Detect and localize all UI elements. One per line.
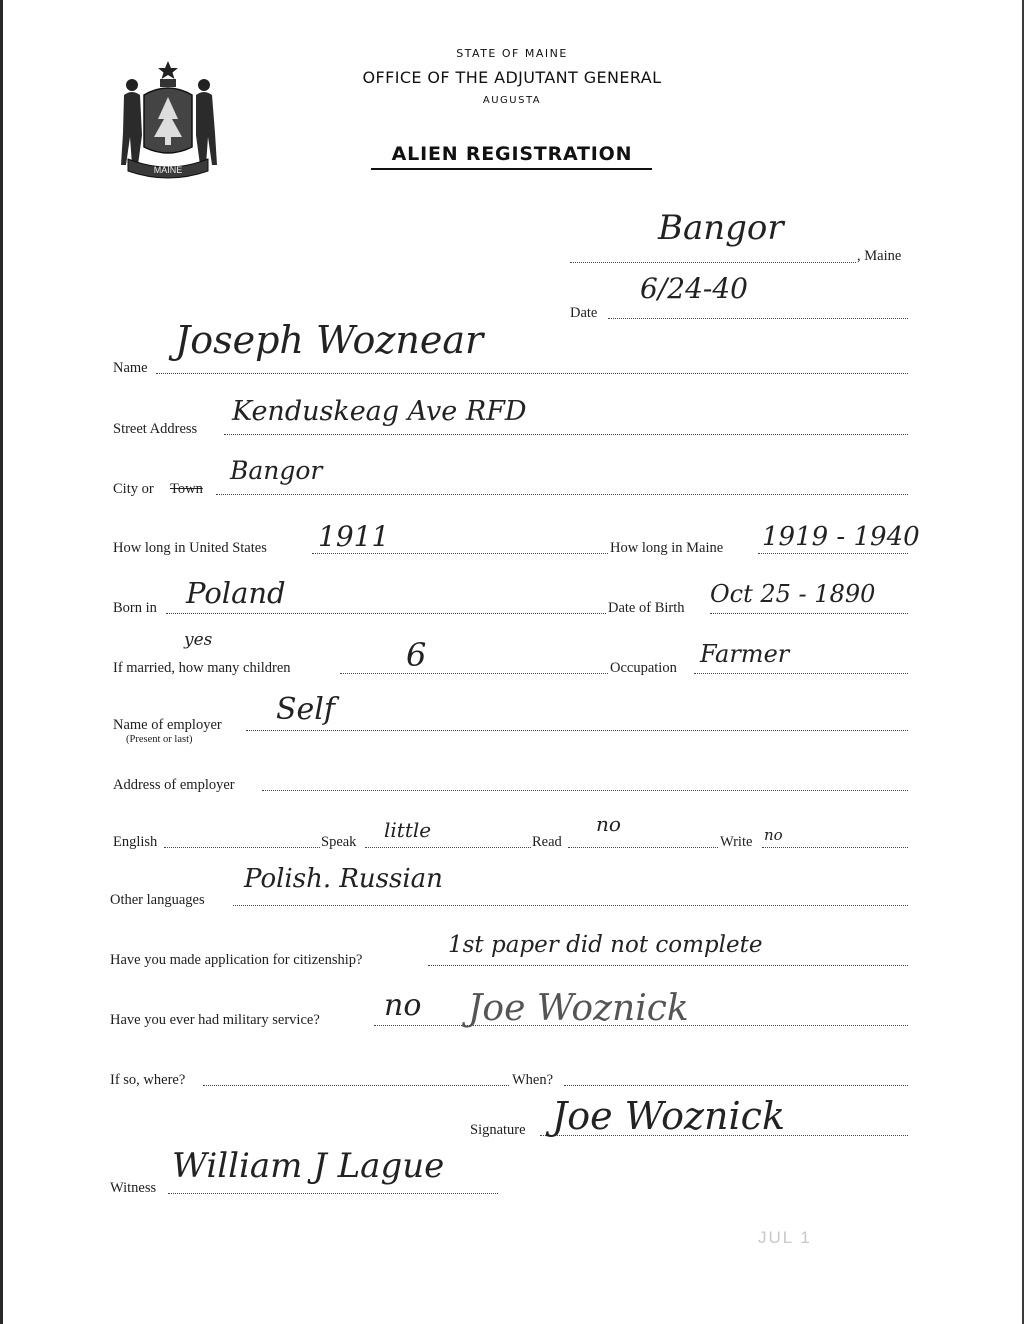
employer-value: Self [276, 692, 336, 727]
dob-value: Oct 25 - 1890 [710, 580, 876, 608]
how-long-maine-line [758, 553, 908, 554]
military-practice-signature: Joe Woznick [468, 988, 689, 1029]
occupation-label: Occupation [610, 660, 677, 676]
city-line [216, 494, 908, 495]
write-label: Write [720, 834, 753, 850]
dob-label: Date of Birth [608, 600, 685, 616]
when-line [564, 1085, 908, 1086]
maine-label: , Maine [857, 248, 902, 264]
english-label: English [113, 834, 158, 850]
place-value: Bangor [658, 208, 784, 248]
military-value: no [384, 988, 422, 1023]
other-languages-value: Polish. Russian [244, 864, 443, 894]
children-line [340, 673, 608, 674]
employer-name-line [246, 730, 908, 731]
name-label: Name [113, 360, 148, 376]
born-in-value: Poland [186, 576, 286, 610]
employer-note: (Present or last) [126, 734, 193, 745]
received-stamp: JUL 1 [758, 1228, 812, 1247]
form-title: ALIEN REGISTRATION [391, 143, 633, 165]
occupation-value: Farmer [700, 640, 790, 668]
how-long-us-value: 1911 [318, 520, 390, 553]
how-long-maine-value: 1919 - 1940 [762, 522, 920, 552]
where-line [203, 1085, 509, 1086]
witness-line [168, 1193, 498, 1194]
header-city: AUGUSTA [482, 95, 542, 106]
header-office: OFFICE OF THE ADJUTANT GENERAL [362, 68, 662, 87]
occupation-line [694, 673, 908, 674]
date-value: 6/24-40 [640, 272, 748, 305]
citizenship-value: 1st paper did not complete [448, 932, 763, 958]
read-label: Read [532, 834, 562, 850]
how-long-maine-label: How long in Maine [610, 540, 724, 556]
name-value: Joseph Woznear [175, 318, 484, 362]
other-languages-label: Other languages [110, 892, 205, 908]
scan-left-edge [0, 0, 3, 1324]
speak-value: little [384, 818, 432, 842]
if-so-where-label: If so, where? [110, 1072, 186, 1088]
speak-label: Speak [321, 834, 357, 850]
place-line [570, 262, 856, 263]
seal-banner-text: MAINE [153, 165, 183, 175]
born-in-line [166, 613, 606, 614]
dob-line [710, 613, 908, 614]
citizenship-line [428, 965, 908, 966]
date-line [608, 318, 908, 319]
street-value: Kenduskeag Ave RFD [232, 396, 527, 427]
signature-value: Joe Woznick [552, 1094, 785, 1138]
married-children-label: If married, how many children [113, 660, 291, 676]
when-label: When? [512, 1072, 554, 1088]
employer-address-line [262, 790, 908, 791]
military-label: Have you ever had military service? [110, 1012, 320, 1028]
how-long-us-label: How long in United States [113, 540, 267, 556]
write-value: no [764, 826, 783, 844]
employer-name-label: Name of employer [113, 717, 222, 733]
speak-line [365, 847, 531, 848]
street-label: Street Address [113, 421, 198, 437]
witness-value: William J Lague [172, 1146, 445, 1186]
read-line [568, 847, 718, 848]
citizenship-label: Have you made application for citizenship? [110, 952, 363, 968]
title-underline [371, 168, 652, 170]
other-languages-line [233, 905, 908, 906]
write-line [762, 847, 908, 848]
english-line [164, 847, 320, 848]
married-value: yes [184, 630, 213, 650]
read-value: no [596, 812, 621, 836]
witness-label: Witness [110, 1180, 157, 1196]
children-value: 6 [406, 636, 427, 674]
born-in-label: Born in [113, 600, 157, 616]
name-line [156, 373, 908, 374]
how-long-us-line [312, 553, 608, 554]
employer-address-label: Address of employer [113, 777, 235, 793]
town-label-struck: Town [170, 481, 203, 497]
street-line [224, 434, 908, 435]
city-or-label: City or [113, 481, 154, 497]
signature-label: Signature [470, 1122, 526, 1138]
city-value: Bangor [230, 456, 323, 485]
date-label: Date [570, 305, 598, 321]
header-state: STATE OF MAINE [456, 47, 568, 60]
